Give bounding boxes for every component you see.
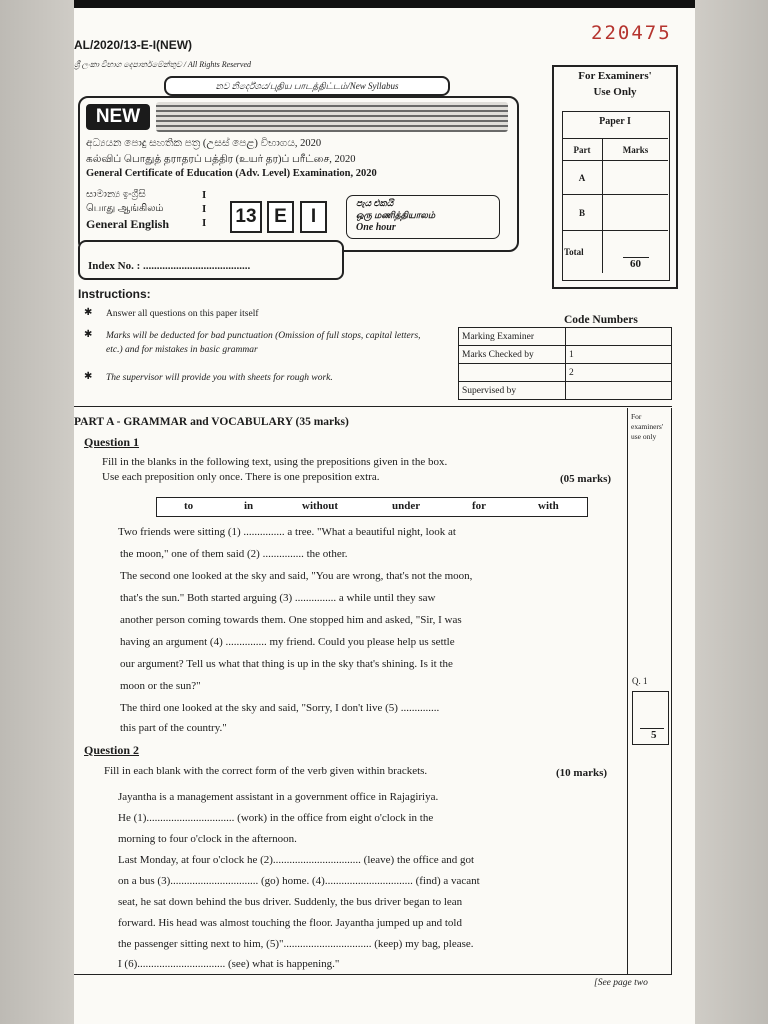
code-box-e: E: [267, 201, 294, 233]
exam-paper-page: [74, 8, 695, 1024]
q1-line[interactable]: having an argument (4) ............... my friend. Could you please help us settle: [120, 636, 455, 648]
q2-line: seat, he sat down behind the bus driver. Suddenly, the bus driver began to lean: [118, 896, 463, 908]
supervised-by-field[interactable]: [566, 382, 672, 400]
index-number-field[interactable]: Index No. : .......................................: [88, 260, 251, 272]
q1-line[interactable]: that's the sun." Both started arguing (3) ............... a while until they saw: [120, 592, 436, 604]
department-seal-stripe: [156, 102, 508, 132]
examiners-marks-table: [562, 138, 668, 273]
row-total-value: [603, 231, 669, 273]
q1-line: The second one looked at the sky and said, "You are wrong, that's not the moon,: [120, 570, 473, 582]
preposition-for: for: [472, 500, 487, 512]
q2-line[interactable]: I (6)................................ (see) what is happening.": [118, 958, 340, 970]
subject-english: General English: [86, 217, 170, 231]
q1-line: moon or the sun?": [120, 680, 201, 692]
bullet-icon: ✱: [84, 329, 93, 340]
duration-tamil: ஒரு மணித்தியாலம்: [356, 210, 436, 220]
row-total: Total: [562, 231, 603, 273]
subject-sinhala: සාමාන්‍ය ඉංග්‍රීසි: [86, 189, 146, 200]
preposition-to: to: [184, 500, 194, 512]
preposition-in: in: [244, 500, 254, 512]
q1-line[interactable]: Two friends were sitting (1) ............... a tree. "What a beautiful night, look at: [118, 526, 456, 538]
q2-line[interactable]: the passenger sitting next to him, (5)"................................ (keep) my bag, please.: [118, 938, 474, 950]
supervised-by-label: Supervised by: [459, 382, 566, 400]
exam-line-english: General Certificate of Education (Adv. Level) Examination, 2020: [86, 168, 377, 179]
q1-line[interactable]: The third one looked at the sky and said, "Sorry, I don't live (5) ..............: [120, 702, 440, 714]
q2-line: forward. His head was almost touching the floor. Jayantha jumped up and told: [118, 917, 462, 929]
top-dark-band: [0, 0, 768, 8]
row-part-b-marks[interactable]: [603, 195, 669, 231]
bullet-icon: ✱: [84, 371, 93, 382]
subject-num-2: I: [202, 203, 207, 215]
bullet-icon: ✱: [84, 307, 93, 318]
preposition-with: with: [538, 500, 559, 512]
marking-examiner-label: Marking Examiner: [459, 328, 566, 346]
duration-sinhala: පැය එකයි: [356, 198, 394, 208]
preposition-without: without: [302, 500, 339, 512]
q1-line: another person coming towards them. One stopped him and asked, "Sir, I was: [120, 614, 462, 626]
part-a-title: PART A - GRAMMAR and VOCABULARY (35 marks): [74, 416, 349, 428]
paper-label: Paper I: [599, 116, 631, 127]
row-part-b: B: [562, 195, 603, 231]
q2-line[interactable]: on a bus (3)................................ (go) home. (4)................................ (find) a vacant: [118, 875, 480, 887]
q1-score-label: Q. 1: [632, 676, 648, 686]
q1-line: our argument? Tell us what that thing is up in the sky that's shining. Is it the: [120, 658, 453, 670]
question-1-heading: Question 1: [84, 435, 140, 449]
exam-line-tamil: கல்விப் பொதுத் தராதரப் பத்திர (உயர் தர)ப் பரீட்சை, 2020: [86, 154, 356, 165]
q2-marks: (10 marks): [556, 767, 608, 779]
code-box-i: I: [300, 201, 327, 233]
serial-number: 220475: [591, 22, 672, 44]
q2-line: morning to four o'clock in the afternoon.: [118, 833, 297, 845]
q1-score-max: 5: [651, 729, 657, 741]
new-syllabus-label: නව නිර්දේශය/புதிய பாடத்திட்டம்/New Syllabus: [164, 76, 450, 96]
code-box-13: 13: [230, 201, 262, 233]
rights-reserved: ශ්‍රී ලංකා විභාග දෙපාර්තමේන්තුව / All Rights Reserved: [74, 60, 252, 69]
subject-num-1: I: [202, 189, 207, 201]
bottom-divider: [74, 974, 672, 975]
section-divider: [74, 406, 672, 407]
subject-tamil: பொது ஆங்கிலம்: [86, 203, 164, 214]
q2-line[interactable]: Last Monday, at four o'clock he (2)................................ (leave) the office and got: [118, 854, 475, 866]
paper-code: AL/2020/13-E-I(NEW): [74, 38, 193, 52]
col-part: Part: [562, 139, 603, 161]
code-numbers-title: Code Numbers: [564, 314, 638, 326]
examiners-title-line2: Use Only: [593, 86, 637, 98]
marking-examiner-field[interactable]: [566, 328, 672, 346]
row-part-a-marks[interactable]: [603, 161, 669, 195]
q1-line: this part of the country.": [120, 722, 227, 734]
see-page-two: [See page two: [594, 978, 648, 988]
instruction-2: Marks will be deducted for bad punctuation (Omission of full stops, capital letters, etc.) and for mistakes in basic grammar: [106, 331, 421, 355]
marks-checked-blank: [459, 364, 566, 382]
examiners-side-label: For examiners' use only: [631, 412, 664, 441]
q1-instruction-2: Use each preposition only once. There is one preposition extra.: [102, 471, 380, 483]
code-numbers-table: [458, 327, 672, 400]
col-marks: Marks: [603, 139, 669, 161]
exam-line-sinhala: අධ්‍යයන පොදු සහතික පත්‍ර (උසස් පෙළ) විභාගය, 2020: [86, 138, 322, 149]
question-2-heading: Question 2: [84, 743, 140, 757]
q2-line[interactable]: He (1)................................ (work) in the office from eight o'clock in the: [118, 812, 434, 824]
marks-checked-label: Marks Checked by: [459, 346, 566, 364]
instruction-3: The supervisor will provide you with sheets for rough work.: [106, 373, 333, 383]
marks-checked-field-2[interactable]: 2: [566, 364, 672, 382]
new-badge: NEW: [86, 104, 150, 130]
q1-line[interactable]: the moon," one of them said (2) ............... the other.: [120, 548, 348, 560]
q1-marks: (05 marks): [560, 473, 612, 485]
q1-instruction-1: Fill in the blanks in the following text, using the prepositions given in the box.: [102, 456, 448, 468]
total-value: 60: [623, 257, 649, 270]
instructions-title: Instructions:: [78, 287, 151, 301]
right-background: [695, 0, 768, 1024]
preposition-under: under: [392, 500, 421, 512]
row-part-a: A: [562, 161, 603, 195]
examiners-title: [552, 68, 678, 100]
subject-num-3: I: [202, 217, 207, 229]
left-background: [0, 0, 74, 1024]
instruction-1: Answer all questions on this paper itself: [106, 309, 259, 319]
marks-checked-field-1[interactable]: 1: [566, 346, 672, 364]
q2-line: Jayantha is a management assistant in a government office in Rajagiriya.: [118, 791, 439, 803]
duration-english: One hour: [356, 222, 396, 233]
examiners-title-line1: For Examiners': [578, 70, 652, 82]
q2-instruction: Fill in each blank with the correct form of the verb given within brackets.: [104, 765, 428, 777]
preposition-box: [156, 497, 588, 517]
